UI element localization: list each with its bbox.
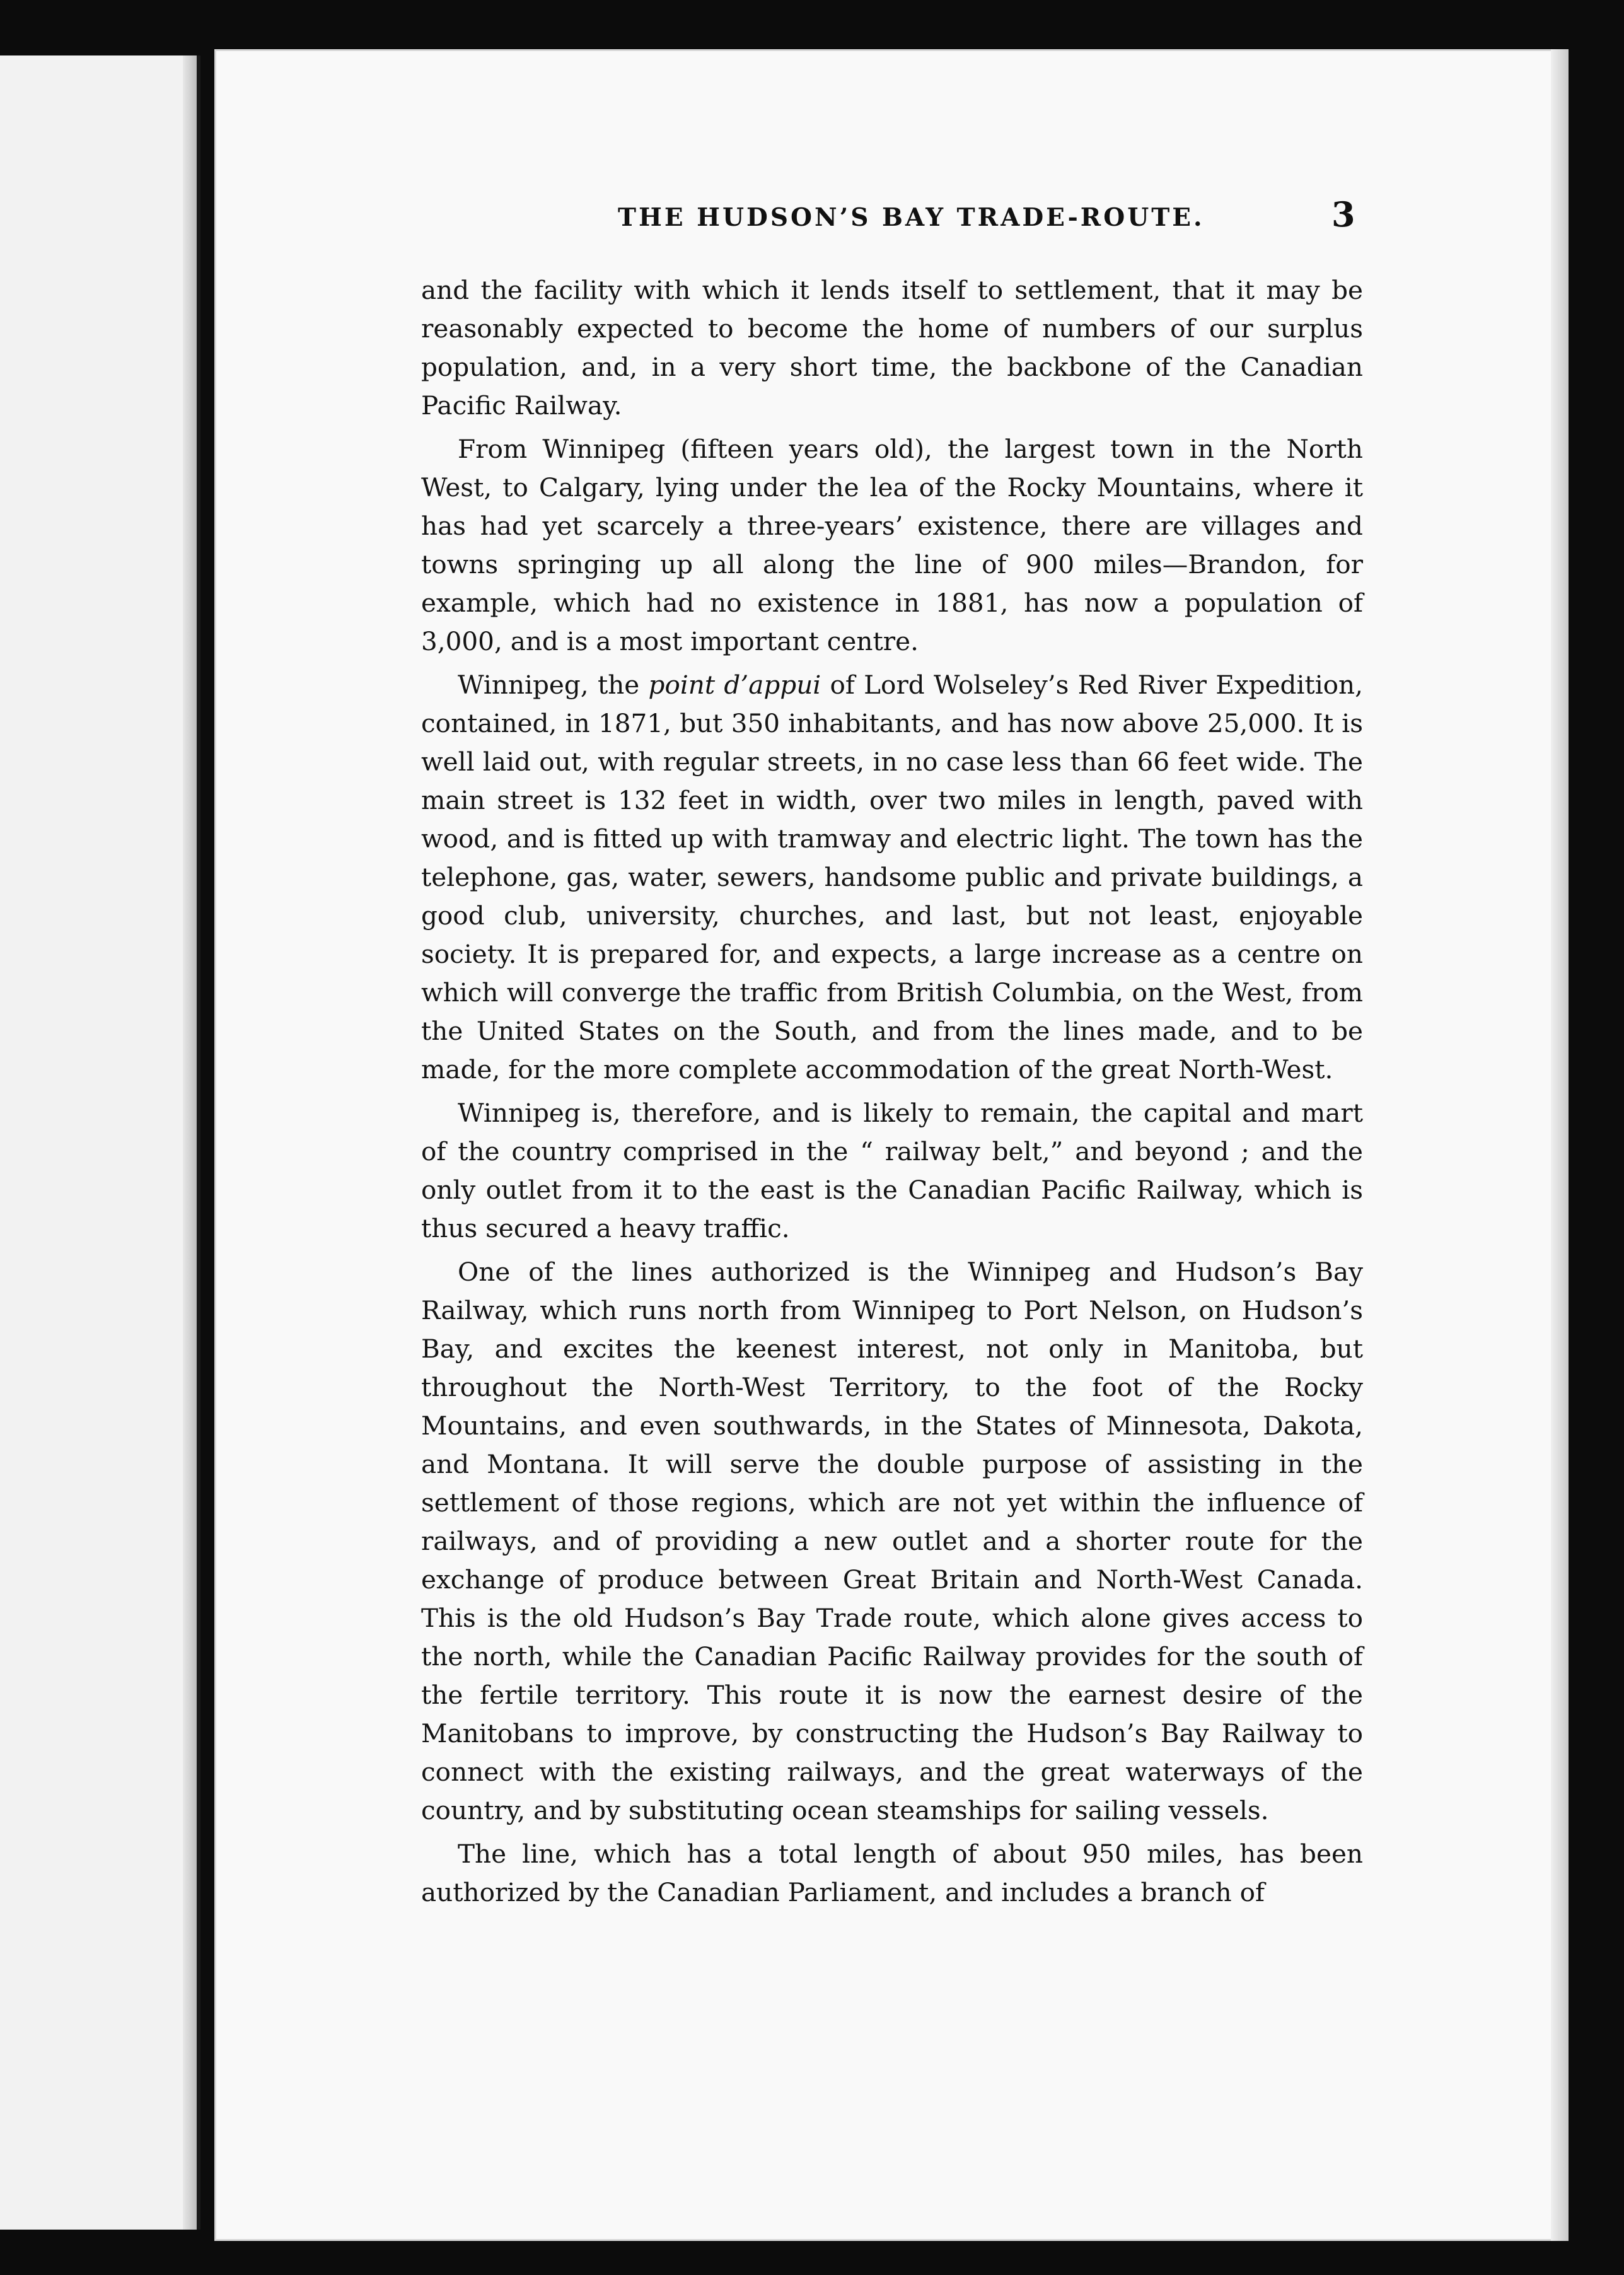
right-page-edge (1551, 49, 1569, 2241)
paragraph-winnipeg-to-calgary: From Winnipeg (fifteen years old), the largest town in the North West, to Calgary, lying under the lea of the Rocky Mountains, where it has had yet scarcely a three-years’ existence, there are villages and towns springing up all along the line of 900 miles—Brandon, for example, which had no existence in 1881, has now a population of 3,000, and is a most important centre. (421, 434, 1363, 656)
paragraph-continuation: and the facility with which it lends itself to settlement, that it may be reasonably expected to become the home of numbers of our surplus population, and, in a very short time, the backbone of the Canadian Pacific Railway. (421, 275, 1363, 421)
paragraph-winnipeg-description (421, 666, 1363, 1089)
paragraph-winnipeg-capital: Winnipeg is, therefore, and is likely to remain, the capital and mart of the country comprised in the “ railway belt,” and beyond ; and the only outlet from it to the east is the Canadian Pacific Railway, which is thus secured a heavy traffic. (421, 1098, 1363, 1243)
italic-phrase-point-dappui: point d’appui (648, 670, 821, 700)
paragraph-hudsons-bay-railway: One of the lines authorized is the Winnipeg and Hudson’s Bay Railway, which runs north from Winnipeg to Port Nelson, on Hudson’s Bay, and excites the keenest interest, not only in Manitoba, but throughout the North-West Territory, to the foot of the Rocky Mountains, and even southwards, in the States of Minnesota, Dakota, and Montana. It will serve the double purpose of assisting in the settlement of those regions, which are not yet within the influence of railways, and of providing a new outlet and a shorter route for the exchange of produce between Great Britain and North-West Canada. This is the old Hudson’s Bay Trade route, which alone gives access to the north, while the Canadian Pacific Railway provides for the south of the fertile territory. This route it is now the earnest desire of the Manitobans to improve, by constructing the Hudson’s Bay Railway to connect with the existing railways, and the great waterways of the country, and by substituting ocean steamships for sailing vessels. (421, 1257, 1363, 1825)
left-page-edge (183, 55, 197, 2230)
left-page-blank (0, 55, 200, 2230)
book-gutter (200, 38, 214, 2275)
paragraph-line-length: The line, which has a total length of about 950 miles, has been authorized by the Canadian Parliament, and includes a branch of (421, 1839, 1363, 1907)
running-head: THE HUDSON’S BAY TRADE-ROUTE. (618, 203, 1205, 232)
paragraph-winnipeg-description-rest: of Lord Wolseley’s Red River Expedition, contained, in 1871, but 350 inhabitants, and has now above 25,000. It is well laid out, with regular streets, in no case less than 66 feet wide. The main street is 132 feet in width, over two miles in length, paved with wood, and is fitted up with tramway and electric light. The town has the telephone, gas, water, sewers, handsome public and private buildings, a good club, university, churches, and last, but not least, enjoyable society. It is prepared for, and expects, a large increase as a centre on which will converge the traffic from British Columbia, on the West, from the United States on the South, and from the lines made, and to be made, for the more complete accommodation of the great North-West. (421, 670, 1363, 1085)
paragraph-winnipeg-description-start: Winnipeg, the (458, 670, 649, 700)
page-body-text (421, 271, 1363, 1912)
page-number: 3 (1331, 194, 1355, 235)
